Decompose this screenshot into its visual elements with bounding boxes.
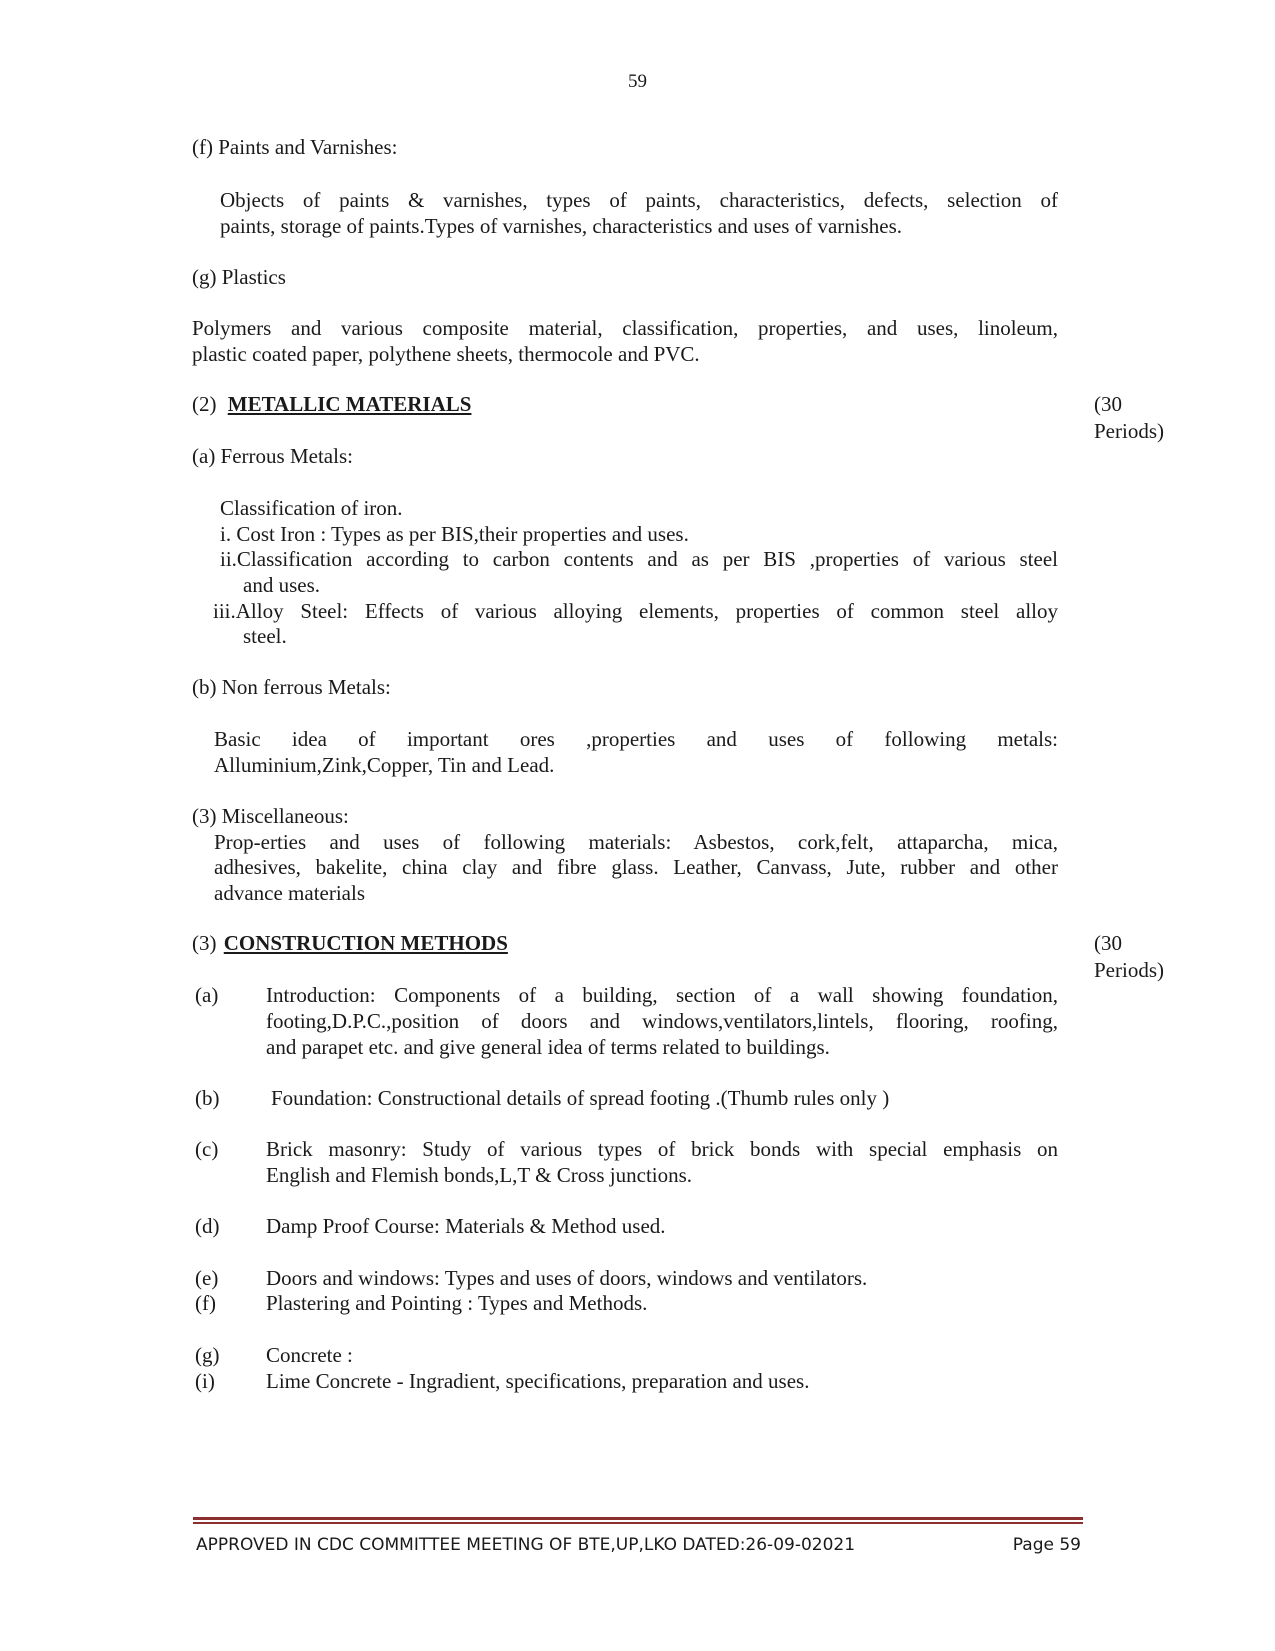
construction-item-label: (e) xyxy=(195,1266,219,1290)
misc-text-line-1: Prop-erties and uses of following materials: Asbestos, cork,felt, attaparcha, mica, xyxy=(214,830,1058,854)
construction-item-label: (a) xyxy=(195,983,219,1007)
metallic-periods: (30 Periods) xyxy=(1094,392,1164,443)
construction-item-label: (g) xyxy=(195,1343,220,1367)
ferrous-item-iii-line-1: iii.Alloy Steel: Effects of various alloying elements, properties of common steel alloy xyxy=(213,599,1058,623)
paints-heading: (f) Paints and Varnishes: xyxy=(192,135,398,159)
metallic-section-title: METALLIC MATERIALS xyxy=(227,392,472,416)
construction-item-label: (d) xyxy=(195,1214,220,1238)
construction-periods: (30 Periods) xyxy=(1094,931,1164,982)
ferrous-item-ii-line-2: and uses. xyxy=(243,573,320,597)
construction-item-label: (c) xyxy=(195,1137,219,1161)
construction-section-number: (3) xyxy=(192,931,217,955)
non-ferrous-heading: (b) Non ferrous Metals: xyxy=(192,675,391,699)
construction-item-line: Damp Proof Course: Materials & Method used. xyxy=(266,1214,666,1238)
footer-page-label: Page 59 xyxy=(1012,1535,1081,1555)
footer-approval-text: APPROVED IN CDC COMMITTEE MEETING OF BTE,UP,LKO DATED:26-09-02021 xyxy=(196,1535,856,1555)
construction-item-line: English and Flemish bonds,L,T & Cross junctions. xyxy=(266,1163,693,1187)
paints-text-line-1: Objects of paints & varnishes, types of paints, characteristics, defects, selection of xyxy=(220,188,1058,212)
non-ferrous-text-line-2: Alluminium,Zink,Copper, Tin and Lead. xyxy=(214,753,555,777)
ferrous-heading: (a) Ferrous Metals: xyxy=(192,444,353,468)
page-number: 59 xyxy=(628,71,647,92)
construction-item-label: (b) xyxy=(195,1086,220,1110)
construction-item-line: footing,D.P.C.,position of doors and windows,ventilators,lintels, flooring, roofing, xyxy=(266,1009,1058,1033)
construction-item-line: Brick masonry: Study of various types of brick bonds with special emphasis on xyxy=(266,1137,1058,1161)
plastics-text-line-1: Polymers and various composite material, classification, properties, and uses, linoleum, xyxy=(192,316,1058,340)
construction-section-title: CONSTRUCTION METHODS xyxy=(223,931,508,955)
construction-item-line: Doors and windows: Types and uses of doors, windows and ventilators. xyxy=(266,1266,868,1290)
metallic-section-heading xyxy=(192,391,1164,443)
footer xyxy=(196,1532,1081,1559)
construction-item-line: Plastering and Pointing : Types and Methods. xyxy=(266,1291,648,1315)
ferrous-item-i: i. Cost Iron : Types as per BIS,their properties and uses. xyxy=(220,522,689,546)
misc-text-line-3: advance materials xyxy=(214,881,365,905)
footer-rule-thick xyxy=(193,1517,1083,1520)
non-ferrous-text-line-1: Basic idea of important ores ,properties and uses of following metals: xyxy=(214,727,1058,751)
construction-section-heading xyxy=(192,930,1164,982)
paints-text-line-2: paints, storage of paints.Types of varnishes, characteristics and uses of varnishes. xyxy=(220,214,903,238)
ferrous-item-iii-line-2: steel. xyxy=(243,624,287,648)
construction-item-line: Concrete : xyxy=(266,1343,353,1367)
ferrous-intro: Classification of iron. xyxy=(220,496,403,520)
plastics-text-line-2: plastic coated paper, polythene sheets, thermocole and PVC. xyxy=(192,342,700,366)
construction-item-line: and parapet etc. and give general idea of terms related to buildings. xyxy=(266,1035,830,1059)
misc-text-line-2: adhesives, bakelite, china clay and fibre glass. Leather, Canvass, Jute, rubber and other xyxy=(214,855,1058,879)
construction-item-line: Foundation: Constructional details of spread footing .(Thumb rules only ) xyxy=(271,1086,890,1110)
metallic-section-number: (2) xyxy=(192,392,217,416)
construction-item-line: Lime Concrete - Ingradient, specifications, preparation and uses. xyxy=(266,1369,810,1393)
construction-item-label: (f) xyxy=(195,1291,216,1315)
misc-heading: (3) Miscellaneous: xyxy=(192,804,349,828)
footer-rule-thin xyxy=(193,1522,1083,1524)
construction-item-line: Introduction: Components of a building, section of a wall showing foundation, xyxy=(266,983,1058,1007)
ferrous-item-ii-line-1: ii.Classification according to carbon contents and as per BIS ,properties of various steel xyxy=(220,547,1058,571)
plastics-heading: (g) Plastics xyxy=(192,265,286,289)
construction-item-label: (i) xyxy=(195,1369,215,1393)
